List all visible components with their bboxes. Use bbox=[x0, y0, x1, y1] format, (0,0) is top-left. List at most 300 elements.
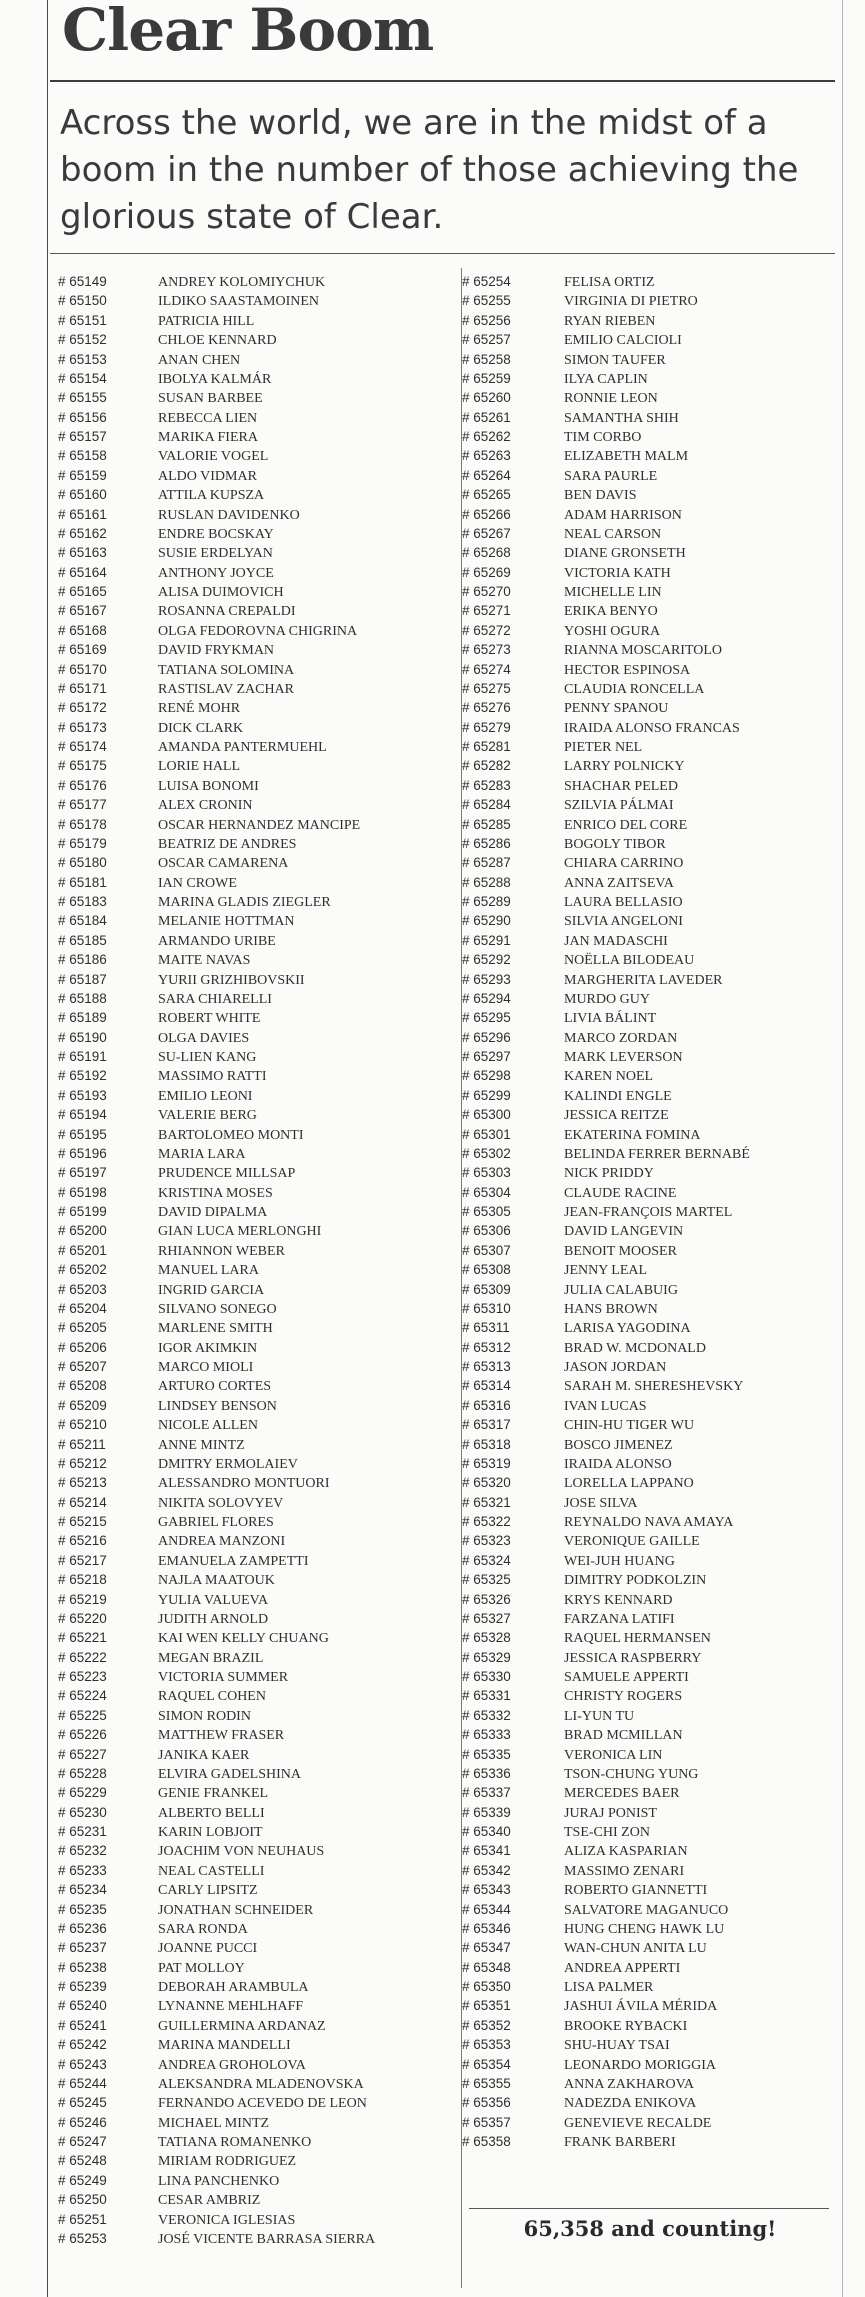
entry-number: # 65336 bbox=[462, 1765, 511, 1781]
entry-number: # 65335 bbox=[462, 1746, 511, 1762]
entry-number: # 65206 bbox=[58, 1339, 107, 1355]
entry-name: ANDREA MANZONI bbox=[158, 1534, 286, 1550]
list-item bbox=[58, 1958, 375, 1977]
list-item bbox=[462, 2016, 750, 2035]
entry-number: # 65257 bbox=[462, 332, 511, 348]
entry-number: # 65204 bbox=[58, 1300, 107, 1316]
page-title: Clear Boom bbox=[62, 0, 434, 64]
entry-name: SILVANO SONEGO bbox=[158, 1301, 277, 1317]
entry-name: BROOKE RYBACKI bbox=[564, 2018, 688, 2034]
right-border-rule bbox=[842, 0, 843, 2297]
entry-number: # 65163 bbox=[58, 545, 107, 561]
entry-name: REBECCA LIEN bbox=[158, 410, 258, 426]
list-item bbox=[58, 1454, 375, 1473]
entry-name: VERONICA LIN bbox=[564, 1747, 663, 1763]
list-item bbox=[462, 1473, 750, 1492]
entry-name: VICTORIA KATH bbox=[564, 565, 671, 581]
entry-name: DIMITRY PODKOLZIN bbox=[564, 1573, 707, 1589]
list-item bbox=[58, 679, 375, 698]
entry-number: # 65271 bbox=[462, 603, 511, 619]
entry-number: # 65341 bbox=[462, 1843, 511, 1859]
list-item bbox=[58, 718, 375, 737]
list-item bbox=[462, 1648, 750, 1667]
entry-name: TSON-CHUNG YUNG bbox=[564, 1766, 699, 1782]
list-item bbox=[58, 1764, 375, 1783]
entry-name: BOGOLY TIBOR bbox=[564, 836, 666, 852]
list-item bbox=[58, 485, 375, 504]
entry-name: FERNANDO ACEVEDO DE LEON bbox=[158, 2096, 367, 2112]
list-item bbox=[58, 853, 375, 872]
entry-number: # 65276 bbox=[462, 700, 511, 716]
entry-number: # 65186 bbox=[58, 952, 107, 968]
entry-number: # 65272 bbox=[462, 622, 511, 638]
entry-number: # 65270 bbox=[462, 584, 511, 599]
entry-number: # 65258 bbox=[462, 351, 511, 367]
names-column-left bbox=[58, 272, 375, 2248]
list-item bbox=[58, 2113, 375, 2132]
entry-number: # 65233 bbox=[58, 1862, 107, 1878]
list-item bbox=[462, 1086, 750, 1105]
entry-name: SAMANTHA SHIH bbox=[564, 410, 679, 426]
list-item bbox=[58, 2074, 375, 2093]
title-divider bbox=[50, 80, 835, 82]
list-item bbox=[462, 1570, 750, 1589]
entry-name: ARMANDO URIBE bbox=[158, 933, 276, 949]
entry-number: # 65307 bbox=[462, 1242, 511, 1258]
entry-number: # 65151 bbox=[58, 312, 107, 328]
entry-number: # 65351 bbox=[462, 1998, 511, 2014]
entry-number: # 65248 bbox=[58, 2153, 107, 2169]
list-item bbox=[462, 272, 750, 291]
entry-name: ROSANNA CREPALDI bbox=[158, 604, 296, 620]
entry-number: # 65157 bbox=[58, 429, 107, 444]
counting-footer: 65,358 and counting! bbox=[523, 2216, 777, 2241]
entry-name: JOACHIM VON NEUHAUS bbox=[158, 1844, 325, 1860]
list-item bbox=[462, 815, 750, 834]
entry-number: # 65228 bbox=[58, 1765, 107, 1781]
entry-number: # 65284 bbox=[462, 797, 511, 813]
entry-name: OLGA DAVIES bbox=[158, 1030, 250, 1046]
entry-number: # 65175 bbox=[58, 758, 107, 774]
entry-number: # 65162 bbox=[58, 525, 107, 541]
entry-name: MATTHEW FRASER bbox=[158, 1728, 285, 1744]
entry-number: # 65167 bbox=[58, 603, 107, 619]
entry-name: ERIKA BENYO bbox=[564, 604, 658, 620]
entry-number: # 65246 bbox=[58, 2114, 107, 2130]
entry-name: SU-LIEN KANG bbox=[158, 1050, 257, 1065]
list-item bbox=[58, 970, 375, 989]
entry-name: MERCEDES BAER bbox=[564, 1786, 680, 1802]
entry-name: DAVID FRYKMAN bbox=[158, 643, 275, 659]
entry-number: # 65355 bbox=[462, 2075, 511, 2091]
entry-name: GUILLERMINA ARDANAZ bbox=[158, 2018, 326, 2034]
entry-name: MARINA MANDELLI bbox=[158, 2038, 291, 2054]
entry-number: # 65342 bbox=[462, 1862, 511, 1878]
list-item bbox=[462, 1008, 750, 1027]
list-item bbox=[462, 1531, 750, 1550]
entry-number: # 65207 bbox=[58, 1359, 107, 1374]
list-item bbox=[58, 640, 375, 659]
list-item bbox=[462, 2055, 750, 2074]
entry-name: HANS BROWN bbox=[564, 1301, 658, 1317]
list-item bbox=[462, 350, 750, 369]
entry-name: DMITRY ERMOLAIEV bbox=[158, 1456, 298, 1472]
entry-name: KARIN LOBJOIT bbox=[158, 1825, 263, 1840]
entry-number: # 65224 bbox=[58, 1688, 107, 1704]
list-item bbox=[462, 1667, 750, 1686]
list-item bbox=[58, 2093, 375, 2112]
entry-name: GIAN LUCA MERLONGHI bbox=[158, 1224, 322, 1240]
entry-name: ALDO VIDMAR bbox=[158, 468, 257, 484]
list-item bbox=[58, 369, 375, 388]
list-item bbox=[58, 1861, 375, 1880]
list-item bbox=[462, 1822, 750, 1841]
entry-number: # 65244 bbox=[58, 2075, 107, 2091]
entry-name: LINA PANCHENKO bbox=[158, 2173, 280, 2189]
list-item bbox=[462, 756, 750, 775]
entry-name: BRAD MCMILLAN bbox=[564, 1728, 683, 1744]
entry-name: NADEZDA ENIKOVA bbox=[564, 2096, 697, 2112]
entry-number: # 65292 bbox=[462, 952, 511, 968]
entry-number: # 65268 bbox=[462, 545, 511, 561]
entry-number: # 65197 bbox=[58, 1165, 107, 1181]
list-item bbox=[58, 2151, 375, 2170]
entry-number: # 65259 bbox=[462, 370, 511, 386]
entry-name: MARCO MIOLI bbox=[158, 1360, 254, 1375]
entry-number: # 65275 bbox=[462, 680, 511, 696]
entry-number: # 65218 bbox=[58, 1572, 107, 1588]
list-item bbox=[58, 1318, 375, 1337]
entry-name: ALISA DUIMOVICH bbox=[158, 585, 284, 600]
list-item bbox=[58, 505, 375, 524]
list-item bbox=[462, 388, 750, 407]
list-item bbox=[58, 1086, 375, 1105]
entry-name: SHU-HUAY TSAI bbox=[564, 2038, 670, 2054]
entry-number: # 65192 bbox=[58, 1068, 107, 1084]
list-item bbox=[58, 621, 375, 640]
entry-number: # 65184 bbox=[58, 913, 107, 929]
entry-number: # 65255 bbox=[462, 293, 511, 309]
list-item bbox=[462, 1028, 750, 1047]
entry-number: # 65216 bbox=[58, 1533, 107, 1549]
list-item bbox=[462, 1047, 750, 1066]
entry-name: MASSIMO ZENARI bbox=[564, 1863, 685, 1879]
entry-number: # 65152 bbox=[58, 332, 107, 348]
list-item bbox=[462, 2074, 750, 2093]
list-item bbox=[462, 718, 750, 737]
entry-number: # 65172 bbox=[58, 700, 107, 716]
entry-number: # 65304 bbox=[462, 1184, 511, 1200]
entry-name: SARA RONDA bbox=[158, 1921, 248, 1937]
entry-name: NEAL CARSON bbox=[564, 526, 662, 542]
list-item bbox=[58, 1880, 375, 1899]
list-item bbox=[58, 1183, 375, 1202]
list-item bbox=[462, 892, 750, 911]
list-item bbox=[58, 291, 375, 310]
list-item bbox=[58, 466, 375, 485]
entry-number: # 65317 bbox=[462, 1417, 511, 1433]
entry-number: # 65313 bbox=[462, 1359, 511, 1374]
entry-number: # 65286 bbox=[462, 835, 511, 851]
entry-name: ARTURO CORTES bbox=[158, 1379, 272, 1395]
entry-name: JOANNE PUCCI bbox=[158, 1941, 258, 1957]
list-item bbox=[58, 776, 375, 795]
entry-number: # 65164 bbox=[58, 564, 107, 580]
list-item bbox=[58, 1745, 375, 1764]
entry-name: BENOIT MOOSER bbox=[564, 1243, 677, 1259]
entry-name: LUISA BONOMI bbox=[158, 778, 259, 794]
list-item bbox=[462, 795, 750, 814]
entry-name: SZILVIA PÁLMAI bbox=[564, 798, 674, 814]
entry-name: DAVID LANGEVIN bbox=[564, 1224, 684, 1240]
names-column-right bbox=[462, 272, 750, 2151]
entry-number: # 65209 bbox=[58, 1397, 107, 1413]
entry-number: # 65179 bbox=[58, 835, 107, 851]
list-item bbox=[58, 1144, 375, 1163]
entry-number: # 65193 bbox=[58, 1087, 107, 1103]
entry-number: # 65301 bbox=[462, 1126, 511, 1142]
entry-name: REYNALDO NAVA AMAYA bbox=[564, 1515, 734, 1530]
list-item bbox=[58, 1822, 375, 1841]
list-item bbox=[58, 1609, 375, 1628]
entry-name: OSCAR HERNANDEZ MANCIPE bbox=[158, 817, 361, 833]
entry-number: # 65287 bbox=[462, 855, 511, 871]
entry-number: # 65199 bbox=[58, 1204, 107, 1219]
entry-name: JASHUI ÁVILA MÉRIDA bbox=[564, 1999, 718, 2015]
entry-name: GENIE FRANKEL bbox=[158, 1786, 269, 1802]
list-item bbox=[58, 1299, 375, 1318]
list-item bbox=[58, 1415, 375, 1434]
list-item bbox=[462, 291, 750, 310]
list-item bbox=[58, 563, 375, 582]
entry-number: # 65328 bbox=[462, 1630, 511, 1646]
entry-number: # 65188 bbox=[58, 990, 107, 1006]
entry-name: RIANNA MOSCARITOLO bbox=[564, 643, 723, 659]
entry-name: NIKITA SOLOVYEV bbox=[158, 1495, 284, 1511]
entry-number: # 65340 bbox=[462, 1824, 511, 1839]
list-item bbox=[58, 1706, 375, 1725]
entry-name: ROBERT WHITE bbox=[158, 1011, 261, 1027]
entry-number: # 65330 bbox=[462, 1669, 511, 1684]
list-item bbox=[462, 1376, 750, 1395]
list-item bbox=[462, 1241, 750, 1260]
list-item bbox=[462, 1415, 750, 1434]
entry-name: ADAM HARRISON bbox=[564, 507, 682, 523]
entry-number: # 65303 bbox=[462, 1165, 511, 1181]
entry-name: LORELLA LAPPANO bbox=[564, 1476, 694, 1492]
list-item bbox=[58, 1066, 375, 1085]
list-item bbox=[462, 1280, 750, 1299]
list-item bbox=[58, 524, 375, 543]
list-item bbox=[462, 369, 750, 388]
list-item bbox=[58, 1338, 375, 1357]
entry-number: # 65196 bbox=[58, 1145, 107, 1161]
list-item bbox=[462, 485, 750, 504]
list-item bbox=[462, 2035, 750, 2054]
list-item bbox=[58, 989, 375, 1008]
list-item bbox=[462, 621, 750, 640]
entry-name: MARK LEVERSON bbox=[564, 1050, 683, 1065]
entry-number: # 65238 bbox=[58, 1959, 107, 1975]
entry-number: # 65329 bbox=[462, 1649, 511, 1665]
entry-number: # 65220 bbox=[58, 1610, 107, 1626]
entry-number: # 65212 bbox=[58, 1455, 107, 1471]
entry-name: RHIANNON WEBER bbox=[158, 1243, 285, 1259]
entry-number: # 65211 bbox=[58, 1436, 106, 1452]
entry-name: RONNIE LEON bbox=[564, 391, 658, 407]
entry-number: # 65310 bbox=[462, 1300, 511, 1316]
entry-name: ELIZABETH MALM bbox=[564, 449, 689, 465]
entry-number: # 65289 bbox=[462, 894, 511, 909]
entry-name: FARZANA LATIFI bbox=[564, 1611, 675, 1627]
entry-name: ALIZA KASPARIAN bbox=[564, 1844, 688, 1860]
entry-number: # 65222 bbox=[58, 1649, 107, 1665]
list-item bbox=[58, 1163, 375, 1182]
entry-name: MANUEL LARA bbox=[158, 1263, 259, 1279]
list-item bbox=[58, 427, 375, 446]
entry-number: # 65226 bbox=[58, 1727, 107, 1743]
entry-number: # 65208 bbox=[58, 1378, 107, 1394]
entry-name: JESSICA REITZE bbox=[564, 1108, 669, 1124]
list-item bbox=[58, 2132, 375, 2151]
list-item bbox=[462, 1318, 750, 1337]
entry-name: INGRID GARCIA bbox=[158, 1282, 265, 1298]
entry-name: EMILIO CALCIOLI bbox=[564, 333, 682, 349]
list-item bbox=[462, 408, 750, 427]
entry-name: DAVID DIPALMA bbox=[158, 1205, 268, 1220]
entry-number: # 65225 bbox=[58, 1707, 107, 1723]
list-item bbox=[58, 873, 375, 892]
entry-name: YULIA VALUEVA bbox=[158, 1592, 269, 1608]
entry-number: # 65213 bbox=[58, 1475, 107, 1491]
entry-number: # 65332 bbox=[462, 1707, 511, 1723]
list-item bbox=[462, 1996, 750, 2015]
entry-name: MURDO GUY bbox=[564, 991, 650, 1007]
entry-number: # 65154 bbox=[58, 370, 107, 386]
entry-name: KAREN NOEL bbox=[564, 1069, 654, 1085]
entry-number: # 65158 bbox=[58, 448, 107, 464]
entry-name: PRUDENCE MILLSAP bbox=[158, 1166, 296, 1182]
list-item bbox=[58, 1628, 375, 1647]
entry-name: HUNG CHENG HAWK LU bbox=[564, 1921, 725, 1937]
list-item bbox=[462, 1454, 750, 1473]
entry-number: # 65261 bbox=[462, 409, 511, 425]
entry-name: ANNA ZAKHAROVA bbox=[564, 2076, 695, 2092]
entry-name: TATIANA SOLOMINA bbox=[158, 662, 295, 678]
entry-name: ALESSANDRO MONTUORI bbox=[158, 1476, 330, 1492]
entry-number: # 65294 bbox=[462, 990, 511, 1006]
list-item bbox=[462, 1764, 750, 1783]
list-item bbox=[58, 582, 375, 601]
entry-number: # 65265 bbox=[462, 487, 511, 503]
list-item bbox=[58, 1105, 375, 1124]
entry-number: # 65245 bbox=[58, 2095, 107, 2111]
entry-number: # 65324 bbox=[462, 1552, 511, 1568]
list-item bbox=[462, 679, 750, 698]
list-item bbox=[58, 1648, 375, 1667]
entry-name: JEAN-FRANÇOIS MARTEL bbox=[564, 1205, 733, 1220]
entry-name: MARIA LARA bbox=[158, 1146, 246, 1162]
entry-name: ILDIKO SAASTAMOINEN bbox=[158, 294, 320, 310]
entry-number: # 65281 bbox=[462, 739, 511, 754]
list-item bbox=[462, 2113, 750, 2132]
entry-number: # 65190 bbox=[58, 1029, 107, 1045]
entry-name: SILVIA ANGELONI bbox=[564, 914, 683, 930]
entry-name: LAURA BELLASIO bbox=[564, 895, 683, 910]
entry-name: TSE-CHI ZON bbox=[564, 1825, 650, 1840]
entry-name: MARCO ZORDAN bbox=[564, 1030, 678, 1046]
list-item bbox=[58, 2035, 375, 2054]
list-item bbox=[58, 950, 375, 969]
entry-name: AMANDA PANTERMUEHL bbox=[158, 740, 327, 755]
entry-name: ELVIRA GADELSHINA bbox=[158, 1766, 301, 1782]
entry-name: MASSIMO RATTI bbox=[158, 1069, 267, 1085]
entry-name: NEAL CASTELLI bbox=[158, 1863, 265, 1879]
entry-name: SUSAN BARBEE bbox=[158, 391, 263, 407]
entry-number: # 65231 bbox=[58, 1824, 107, 1839]
entry-number: # 65312 bbox=[462, 1339, 511, 1355]
entry-number: # 65210 bbox=[58, 1417, 107, 1433]
entry-number: # 65247 bbox=[58, 2134, 107, 2149]
entry-name: CHIN-HU TIGER WU bbox=[564, 1418, 695, 1434]
list-item bbox=[58, 1977, 375, 1996]
list-item bbox=[58, 1396, 375, 1415]
entry-name: JENNY LEAL bbox=[564, 1263, 648, 1279]
entry-name: YOSHI OGURA bbox=[564, 623, 661, 639]
list-item bbox=[58, 408, 375, 427]
entry-number: # 65243 bbox=[58, 2056, 107, 2072]
entry-name: IVAN LUCAS bbox=[564, 1398, 647, 1414]
entry-name: NICOLE ALLEN bbox=[158, 1418, 258, 1434]
list-item bbox=[58, 756, 375, 775]
entry-name: LI-YUN TU bbox=[564, 1708, 635, 1724]
list-item bbox=[58, 931, 375, 950]
entry-number: # 65174 bbox=[58, 739, 107, 754]
entry-number: # 65214 bbox=[58, 1494, 107, 1510]
list-item bbox=[462, 1841, 750, 1860]
entry-name: MARGHERITA LAVEDER bbox=[564, 972, 723, 988]
list-item bbox=[58, 543, 375, 562]
entry-name: ROBERTO GIANNETTI bbox=[564, 1883, 708, 1899]
entry-name: RENÉ MOHR bbox=[158, 701, 241, 717]
list-item bbox=[58, 2171, 375, 2190]
entry-number: # 65155 bbox=[58, 390, 107, 406]
entry-number: # 65237 bbox=[58, 1940, 107, 1956]
entry-number: # 65159 bbox=[58, 467, 107, 483]
entry-name: LEONARDO MORIGGIA bbox=[564, 2057, 717, 2073]
entry-number: # 65242 bbox=[58, 2037, 107, 2053]
entry-number: # 65203 bbox=[58, 1281, 107, 1297]
entry-name: JUDITH ARNOLD bbox=[158, 1611, 269, 1627]
entry-number: # 65353 bbox=[462, 2037, 511, 2053]
list-item bbox=[462, 1725, 750, 1744]
entry-name: NICK PRIDDY bbox=[564, 1166, 654, 1182]
list-item bbox=[462, 1125, 750, 1144]
footer-divider bbox=[469, 2208, 829, 2209]
list-item bbox=[58, 1028, 375, 1047]
entry-name: MICHELLE LIN bbox=[564, 585, 662, 600]
list-item bbox=[58, 330, 375, 349]
entry-number: # 65253 bbox=[58, 2230, 107, 2246]
list-item bbox=[462, 1183, 750, 1202]
entry-number: # 65227 bbox=[58, 1746, 107, 1762]
list-item bbox=[462, 776, 750, 795]
list-item bbox=[462, 1299, 750, 1318]
entry-number: # 65267 bbox=[462, 525, 511, 541]
entry-number: # 65156 bbox=[58, 409, 107, 425]
entry-name: SALVATORE MAGANUCO bbox=[564, 1902, 729, 1918]
entry-name: ALBERTO BELLI bbox=[158, 1805, 265, 1821]
